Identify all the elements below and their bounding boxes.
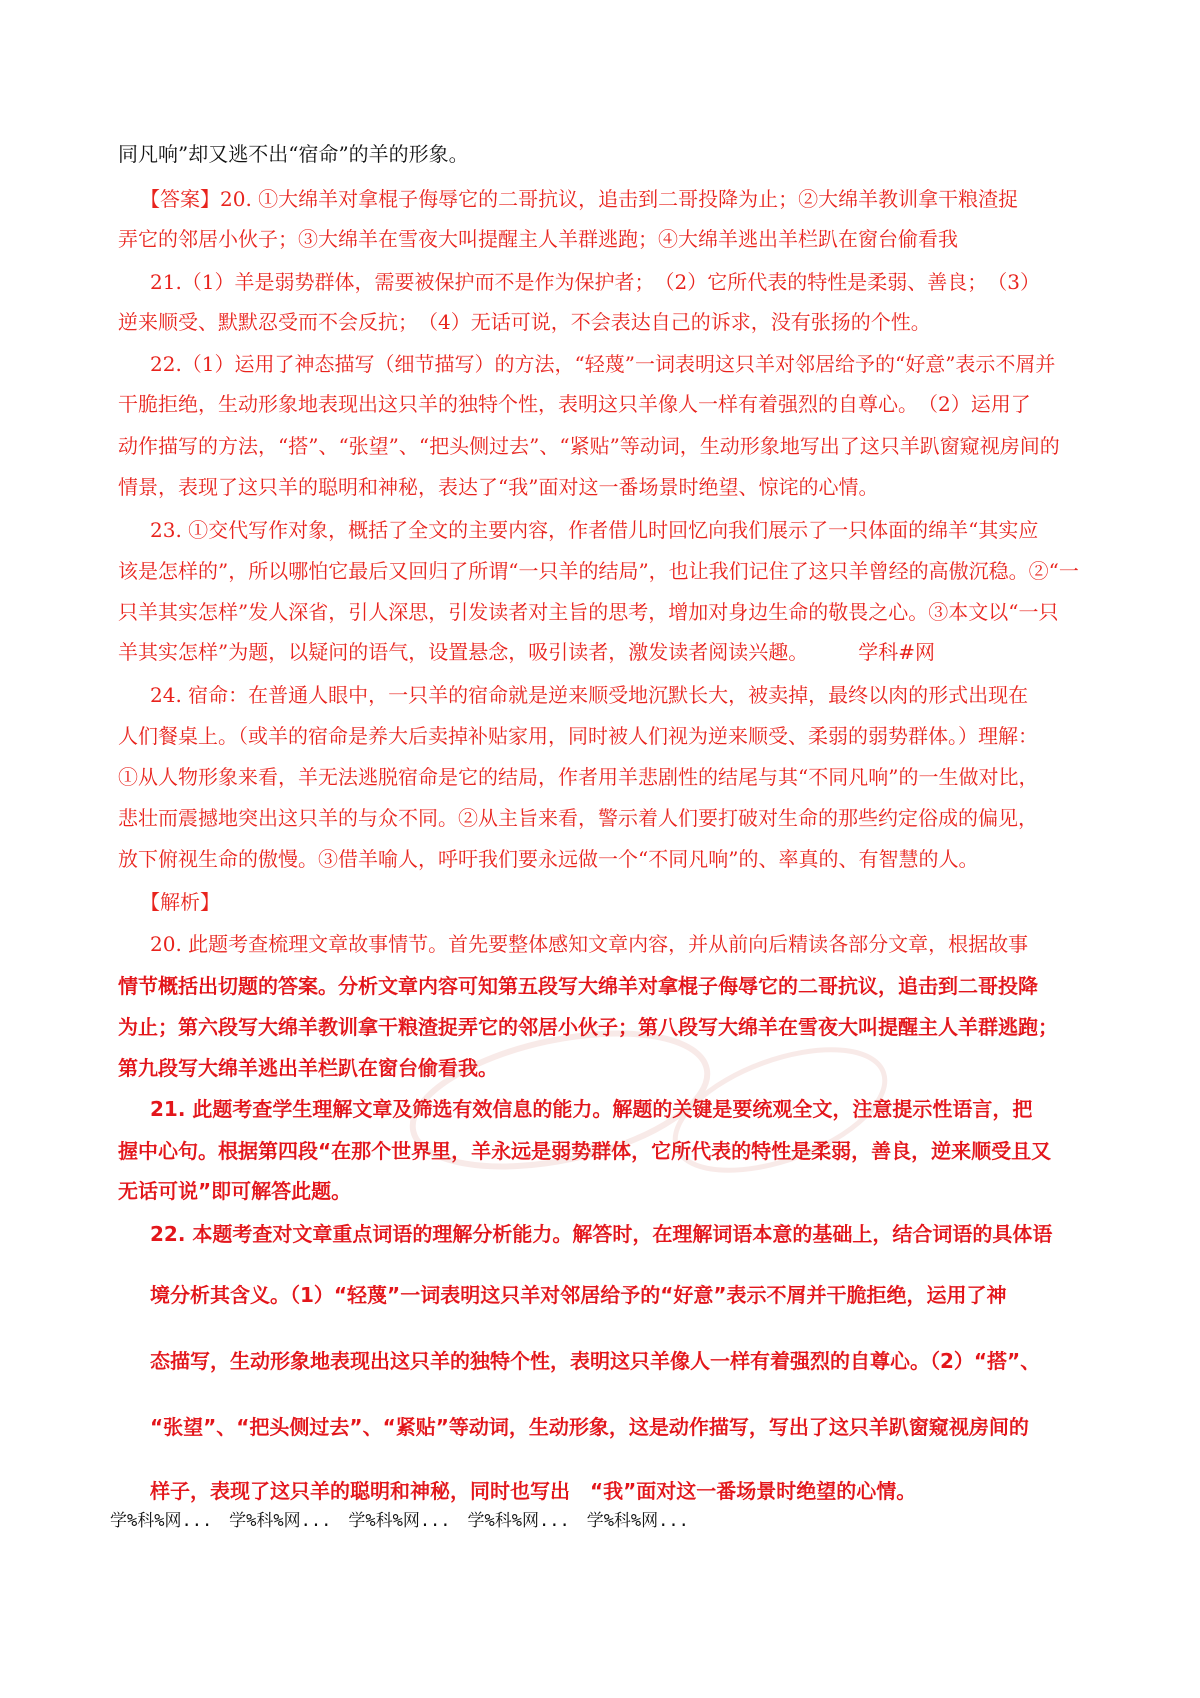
analysis-heading: 【解析】 — [140, 890, 220, 914]
analysis-22-line-3: 态描写，生动形象地表现出这只羊的独特个性，表明这只羊像人一样有着强烈的自尊心。（2）“搭”、 — [150, 1349, 1041, 1373]
analysis-22-line-5: 样子，表现了这只羊的聪明和神秘，同时也写出 “我”面对这一番场景时绝望的心情。 — [150, 1479, 917, 1503]
answer-21-line-1: 21.（1）羊是弱势群体，需要被保护而不是作为保护者； （2）它所代表的特性是柔弱、善良； （3） — [150, 270, 1040, 294]
answer-24-line-4: 悲壮而震撼地突出这只羊的与众不同。②从主旨来看，警示着人们要打破对生命的那些约定俗成的偏见， — [118, 806, 1038, 830]
answer-24-line-3: ①从人物形象来看，羊无法逃脱宿命是它的结局，作者用羊悲剧性的结尾与其“不同凡响”的一生做对比， — [118, 765, 1039, 789]
text-line-1: 同凡响”却又逃不出“宿命”的羊的形象。 — [118, 142, 469, 166]
analysis-22-line-1: 22. 本题考查对文章重点词语的理解分析能力。解答时，在理解词语本意的基础上，结合词语的具体语 — [150, 1222, 1053, 1246]
analysis-20-line-2: 情节概括出切题的答案。分析文章内容可知第五段写大绵羊对拿棍子侮辱它的二哥抗议，追击到二哥投降 — [118, 974, 1038, 998]
answer-20-line-1: 【答案】20. ①大绵羊对拿棍子侮辱它的二哥抗议，追击到二哥投降为止；②大绵羊教训拿干粮渣捉 — [140, 187, 1019, 211]
analysis-21-line-3: 无话可说”即可解答此题。 — [118, 1179, 352, 1203]
answer-23-line-1: 23. ①交代写作对象，概括了全文的主要内容，作者借儿时回忆向我们展示了一只体面的绵羊“其实应 — [150, 518, 1039, 542]
analysis-20-line-4: 第九段写大绵羊逃出羊栏趴在窗台偷看我。 — [118, 1056, 498, 1080]
answer-24-line-5: 放下俯视生命的傲慢。③借羊喻人，呼吁我们要永远做一个“不同凡响”的、率真的、有智慧的人。 — [118, 847, 979, 871]
answer-22-line-2: 干脆拒绝，生动形象地表现出这只羊的独特个性，表明这只羊像人一样有着强烈的自尊心。 （2）运用了 — [118, 392, 1031, 416]
answer-20-line-2: 弄它的邻居小伙子；③大绵羊在雪夜大叫提醒主人羊群逃跑；④大绵羊逃出羊栏趴在窗台偷看我 — [118, 227, 958, 251]
answer-22-line-3: 动作描写的方法，“搭”、“张望”、“把头侧过去”、“紧贴”等动词，生动形象地写出了这只羊趴窗窥视房间的 — [118, 434, 1060, 458]
answer-23-line-3: 只羊其实怎样”发人深省，引人深思，引发读者对主旨的思考，增加对身边生命的敬畏之心。③本文以“一只 — [118, 600, 1059, 624]
answer-21-line-2: 逆来顺受、默默忍受而不会反抗； （4）无话可说，不会表达自己的诉求，没有张扬的个性。 — [118, 310, 931, 334]
answer-24-line-1: 24. 宿命：在普通人眼中，一只羊的宿命就是逆来顺受地沉默长大，被卖掉，最终以肉的形式出现在 — [150, 683, 1029, 707]
footer-watermark-text: 学%科%网... 学%科%网... 学%科%网... 学%科%网... 学%科%网... — [110, 1511, 689, 1531]
analysis-20-line-1: 20. 此题考查梳理文章故事情节。首先要整体感知文章内容，并从前向后精读各部分文章，根据故事 — [150, 932, 1029, 956]
answer-23-line-4: 羊其实怎样”为题，以疑问的语气，设置悬念，吸引读者，激发读者阅读兴趣。 学科#网 — [118, 640, 935, 664]
analysis-22-line-2: 境分析其含义。（1）“轻蔑”一词表明这只羊对邻居给予的“好意”表示不屑并干脆拒绝，运用了神 — [150, 1283, 1007, 1307]
answer-22-line-4: 情景，表现了这只羊的聪明和神秘，表达了“我”面对这一番场景时绝望、惊诧的心情。 — [118, 475, 879, 499]
analysis-21-line-2: 握中心句。根据第四段“在那个世界里，羊永远是弱势群体，它所代表的特性是柔弱，善良，逆来顺受且又 — [118, 1139, 1052, 1163]
analysis-21-line-1: 21. 此题考查学生理解文章及筛选有效信息的能力。解题的关键是要统观全文，注意提示性语言，把 — [150, 1097, 1033, 1121]
answer-23-line-2: 该是怎样的”，所以哪怕它最后又回归了所谓“一只羊的结局”，也让我们记住了这只羊曾经的高傲沉稳。②“一 — [118, 559, 1079, 583]
answer-24-line-2: 人们餐桌上。（或羊的宿命是养大后卖掉补贴家用，同时被人们视为逆来顺受、柔弱的弱势群体。）理解： — [118, 724, 1038, 748]
answer-22-line-1: 22.（1）运用了神态描写（细节描写）的方法，“轻蔑”一词表明这只羊对邻居给予的“好意”表示不屑并 — [150, 352, 1056, 376]
analysis-22-line-4: “张望”、“把头侧过去”、“紧贴”等动词，生动形象，这是动作描写，写出了这只羊趴窗窥视房间的 — [150, 1415, 1029, 1439]
analysis-20-line-3: 为止；第六段写大绵羊教训拿干粮渣捉弄它的邻居小伙子；第八段写大绵羊在雪夜大叫提醒主人羊群逃跑； — [118, 1015, 1058, 1039]
